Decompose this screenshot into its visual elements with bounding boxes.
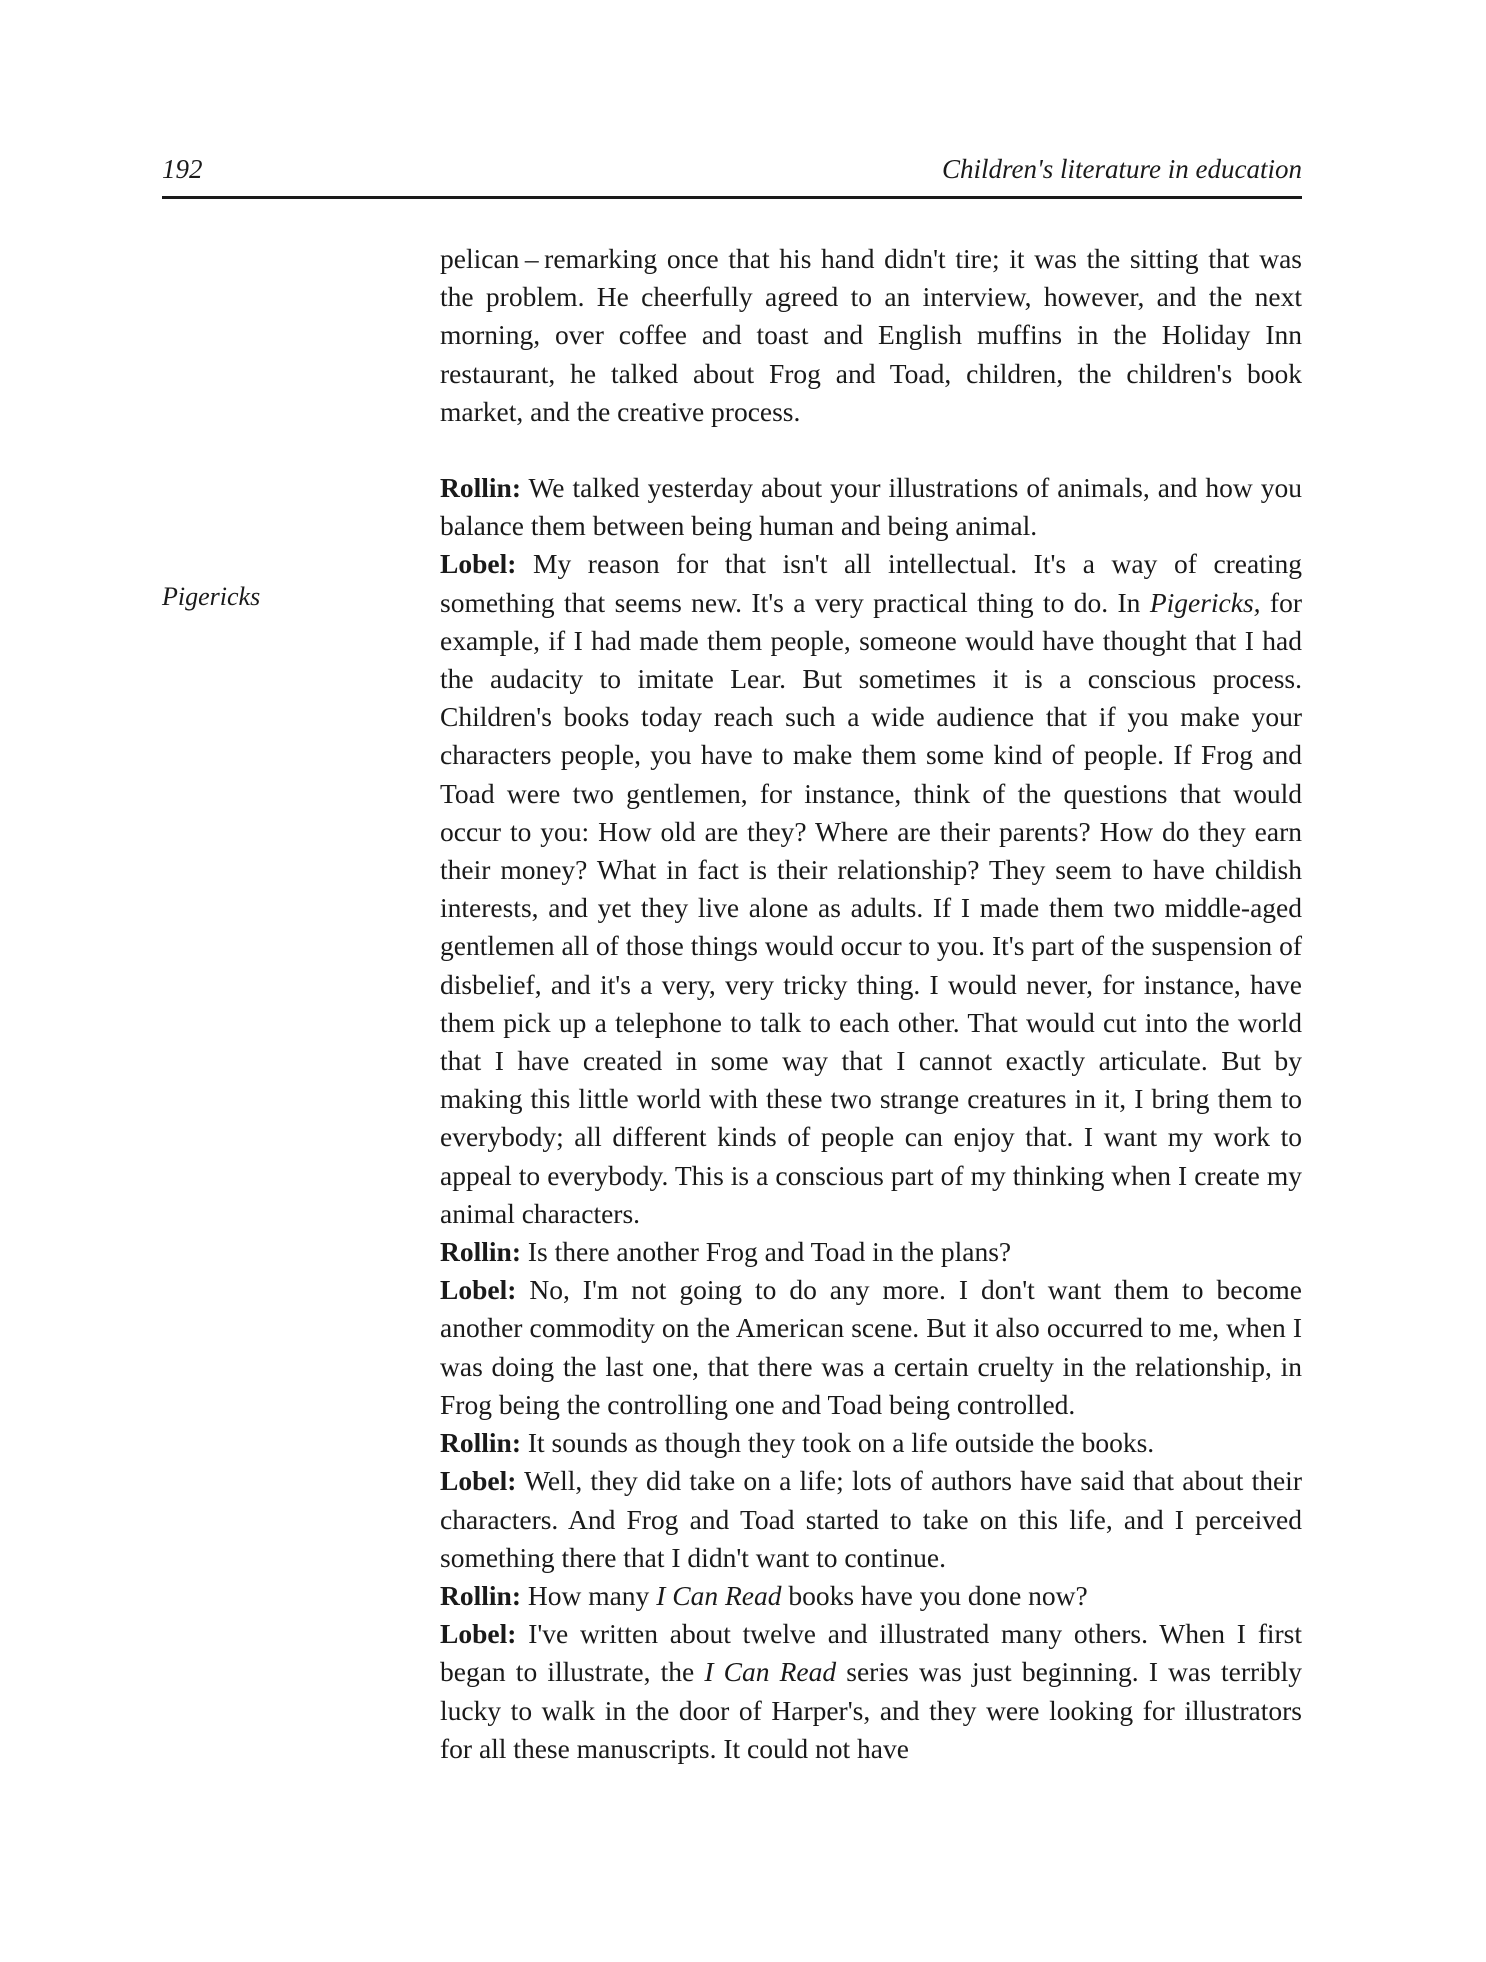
intro-paragraph: pelican – remarking once that his hand didn't tire; it was the sitting that was the problem. He cheerfully agreed to an interview, however, and the next morning, over coffee and toast and English muffins in the Holiday Inn restaurant, he talked about Frog and Toad, children, the children's book market, and the creative process. xyxy=(440,243,1302,427)
book-title: I Can Read xyxy=(704,1656,837,1688)
interview-paragraph xyxy=(440,1462,1302,1577)
interview-paragraph xyxy=(440,1233,1302,1271)
speaker-label: Lobel: xyxy=(440,548,517,580)
interview-paragraph xyxy=(440,1424,1302,1462)
speech-text: No, I'm not going to do any more. I don't want them to become another commodity on the American scene. But it also occurred to me, when I was doing the last one, that there was a certain cruelty in the relationship, in Frog being the controlling one and Toad being controlled. xyxy=(440,1274,1302,1420)
speech-text: We talked yesterday about your illustrations of animals, and how you balance them between being human and being animal. xyxy=(440,472,1303,542)
page-number: 192 xyxy=(162,154,203,184)
speaker-label: Lobel: xyxy=(440,1274,517,1306)
interview-paragraph xyxy=(440,1577,1302,1615)
speaker-label: Rollin: xyxy=(440,1579,521,1611)
speech-text: Well, they did take on a life; lots of authors have said that about their characters. And Frog and Toad started to take on this life, and I perceived something there that I didn't want to continue. xyxy=(440,1465,1302,1573)
speaker-label: Lobel: xyxy=(440,1618,517,1650)
speech-text: I've written about twelve and illustrated many others. When I first began to illustrate, the xyxy=(440,1618,1302,1688)
speaker-label: Rollin: xyxy=(440,1427,521,1459)
running-header xyxy=(162,150,1302,199)
speaker-label: Rollin: xyxy=(440,472,521,504)
running-title: Children's literature in education xyxy=(942,154,1302,184)
interview-paragraph xyxy=(440,1271,1302,1424)
speech-text: My reason for that isn't all intellectual. It's a way of creating something that seems new. It's a very practical thing to do. In xyxy=(440,548,1303,618)
speech-text: series was just beginning. I was terribly lucky to walk in the door of Harper's, and they were looking for illustrators for all these manuscripts. It could not have xyxy=(440,1656,1302,1764)
interview-paragraph xyxy=(440,545,1302,1233)
speech-text: Is there another Frog and Toad in the plans? xyxy=(527,1236,1012,1268)
speech-text: How many xyxy=(527,1579,657,1611)
speech-text: It sounds as though they took on a life outside the books. xyxy=(527,1427,1155,1459)
interview-paragraph xyxy=(440,1615,1302,1768)
speaker-label: Lobel: xyxy=(440,1465,517,1497)
margin-note: Pigericks xyxy=(162,582,261,611)
book-title: I Can Read xyxy=(656,1579,782,1611)
speech-text: books have you done now? xyxy=(781,1579,1088,1611)
book-title: Pigericks, xyxy=(1149,586,1261,618)
body-text xyxy=(440,240,1302,1768)
speaker-label: Rollin: xyxy=(440,1236,521,1268)
speech-text: for example, if I had made them people, someone would have thought that I had the audacity to imitate Lear. But sometimes it is a conscious process. Children's books today reach such a wide audience that if you make your characters people, you have to make them some kind of people. If Frog and Toad were two gentlemen, for instance, think of the questions that would occur to you: How old are they? Where are their parents? How do they earn their money? What in fact is their relationship? They seem to have childish interests, and yet they live alone as adults. If I made them two middle-aged gentlemen all of those things would occur to you. It's part of the suspension of disbelief, and it's a very, very tricky thing. I would never, for instance, have them pick up a telephone to talk to each other. That would cut into the world that I have created in some way that I cannot exactly articulate. But by making this little world with these two strange creatures in it, I bring them to everybody; all different kinds of people can enjoy that. I want my work to appeal to everybody. This is a conscious part of my thinking when I create my animal characters. xyxy=(440,586,1302,1229)
interview-paragraph xyxy=(440,469,1302,545)
